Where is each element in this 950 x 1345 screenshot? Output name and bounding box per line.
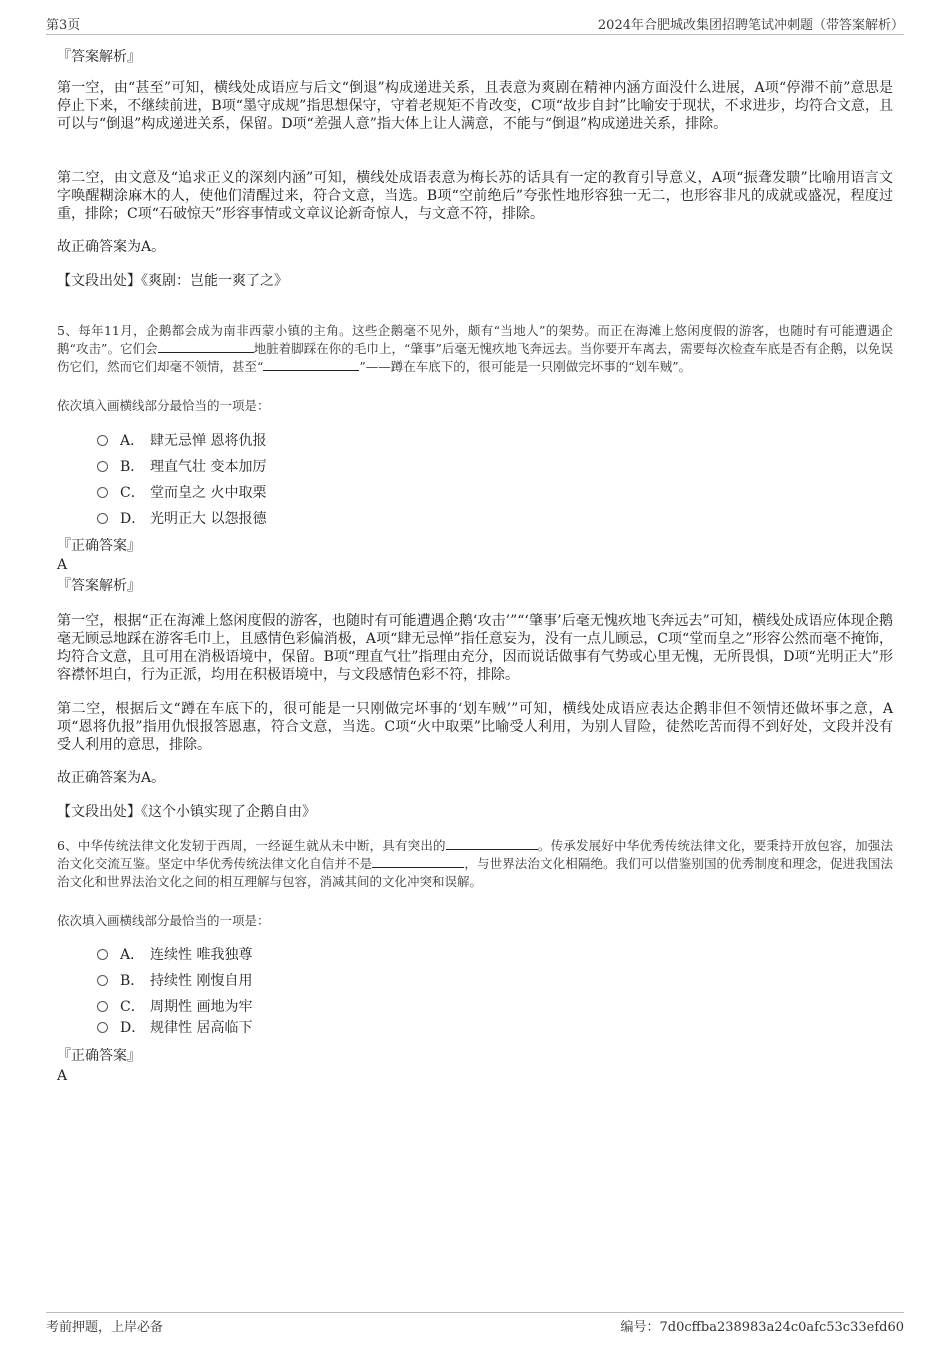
q6-text-part-b: 。传承发展好中华优秀传统法律文化，要秉持开放包容，加强法治文化交流互鉴。坚定中华优秀传统法律文化自信并不是 [57,838,893,871]
q6-text-part-c: ，与世界法治文化相隔绝。我们可以借鉴别国的优秀制度和理念，促进我国法治文化和世界法治文化之间的相互理解与包容，消减其间的文化冲突和误解。 [57,856,893,889]
q5-text-part-c: ”——蹲在车底下的，很可能是一只刚做完坏事的“划车贼”。 [359,359,692,374]
radio-icon[interactable] [97,487,108,498]
document-id: 编号：7d0cffba238983a24c0afc53c33efd60 [620,1320,904,1335]
q6-blank-1 [446,837,538,850]
q5-analysis-tag: 『答案解析』 [57,578,141,594]
q6-correct-answer: A [57,1068,68,1084]
q6-option-c[interactable]: C． 周期性 画地为牢 [97,998,252,1016]
q6-option-b[interactable]: B． 持续性 刚愎自用 [97,972,252,990]
radio-icon[interactable] [97,513,108,524]
document-title: 2024年合肥城改集团招聘笔试冲刺题（带答案解析） [597,18,904,33]
q4-analysis-p1: 第一空，由“甚至”可知，横线处成语应与后文“倒退”构成递进关系，且表意为爽剧在精神内涵方面没什么进展，A项“停滞不前”意思是停止下来，不继续前进，B项“墨守成规”指思想保守，守着老规矩不肯改变，C项“故步自封”比喻安于现状，不求进步，均符合文意，且可以与“倒退”构成递进关系，保留。D项“差强人意”指大体上让人满意，不能与“倒退”构成递进关系，排除。 [57,80,893,132]
q5-option-d[interactable]: D． 光明正大 以怨报德 [97,510,266,528]
q4-conclusion: 故正确答案为A。 [57,239,166,255]
q5-analysis-p1: 第一空，根据“正在海滩上悠闲度假的游客，也随时有可能遭遇企鹅‘攻击’”“‘肇事’后毫无愧疚地飞奔远去”可知，横线处成语应体现企鹅毫无顾忌地踩在游客毛巾上，且感情色彩偏消极，A项“肆无忌惮”指任意妄为，没有一点儿顾忌，C项“堂而皇之”形容公然而毫不掩饰，均符合文意，且可用在消极语境中，保留。B项“理直气壮”指理由充分，因而说话做事有气势或心里无愧，无所畏惧，D项“光明正大”形容襟怀坦白，行为正派，均用在积极语境中，与文段感情色彩不符，排除。 [57,613,893,683]
q5-option-b[interactable]: B． 理直气壮 变本加厉 [97,458,266,476]
q5-option-a[interactable]: A． 肆无忌惮 恩将仇报 [97,432,266,450]
footer-slogan: 考前押题，上岸必备 [46,1320,164,1335]
radio-icon[interactable] [97,435,108,446]
page-number: 第3页 [46,18,81,33]
q5-text-part-b: 地脏着脚踩在你的毛巾上，“肇事”后毫无愧疚地飞奔远去。当你要开车离去，需要每次检查车底是否有企鹅，以免误伤它们，然而它们却毫不领情，甚至“ [57,341,893,374]
q6-correct-tag: 『正确答案』 [57,1048,141,1064]
q5-question [57,322,893,376]
q6-text-part-a: 6、中华传统法律文化发轫于西周，一经诞生就从未中断，具有突出的 [57,838,446,853]
q5-text-part-a: 5、每年11月，企鹅都会成为南非西蒙小镇的主角。这些企鹅毫不见外，颇有“当地人”的架势。而正在海滩上悠闲度假的游客，也随时有可能遭遇企鹅“攻击”。它们会 [57,323,893,356]
q4-source: 【文段出处】《爽剧：岂能一爽了之》 [57,273,288,289]
q5-blank-1 [158,340,254,353]
q6-question [57,837,893,891]
q6-option-a[interactable]: A． 连续性 唯我独尊 [97,946,252,964]
q6-option-d[interactable]: D． 规律性 居高临下 [97,1019,252,1037]
radio-icon[interactable] [97,975,108,986]
radio-icon[interactable] [97,1022,108,1033]
q6-prompt: 依次填入画横线部分最恰当的一项是： [57,913,270,928]
q5-correct-tag: 『正确答案』 [57,538,141,554]
q5-correct-answer: A [57,557,68,573]
q5-analysis-p2: 第二空，根据后文“蹲在车底下的，很可能是一只刚做完坏事的‘划车贼’”可知，横线处成语应表达企鹅非但不领情还做坏事之意，A项“恩将仇报”指用仇恨报答恩惠，符合文意，当选。C项“火中取栗”比喻受人利用，为别人冒险，徒然吃苦而得不到好处，文段并没有受人利用的意思，排除。 [57,701,893,753]
q5-conclusion: 故正确答案为A。 [57,770,166,786]
radio-icon[interactable] [97,949,108,960]
q5-option-c[interactable]: C． 堂而皇之 火中取栗 [97,484,266,502]
q5-prompt: 依次填入画横线部分最恰当的一项是： [57,398,270,413]
q6-blank-2 [372,855,464,868]
q4-analysis-tag: 『答案解析』 [57,49,141,65]
radio-icon[interactable] [97,461,108,472]
q5-source: 【文段出处】《这个小镇实现了企鹅自由》 [57,804,316,820]
q5-blank-2 [263,358,359,371]
radio-icon[interactable] [97,1001,108,1012]
q4-analysis-p2: 第二空，由文意及“追求正义的深刻内涵”可知，横线处成语表意为梅长苏的话具有一定的教育引导意义，A项“振聋发聩”比喻用语言文字唤醒糊涂麻木的人，使他们清醒过来，符合文意，当选。B项“空前绝后”夸张性地形容独一无二，也形容非凡的成就或盛况，程度过重，排除；C项“石破惊天”形容事情或文章议论新奇惊人，与文意不符，排除。 [57,170,893,222]
page-header [46,14,904,35]
page-footer [46,1312,904,1336]
